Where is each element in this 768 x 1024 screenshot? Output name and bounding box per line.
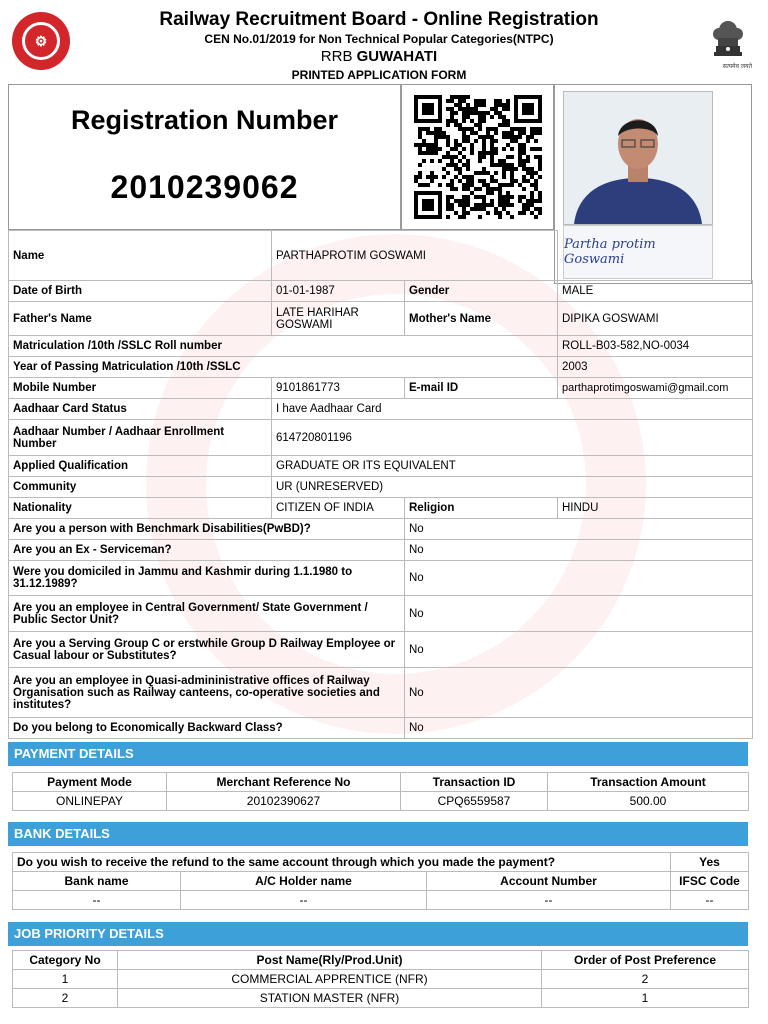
bank-section-header: BANK DETAILS bbox=[8, 822, 748, 846]
application-form bbox=[6, 4, 752, 1024]
mobile-label: Mobile Number bbox=[9, 378, 272, 399]
nationality-value: CITIZEN OF INDIA bbox=[272, 498, 405, 519]
question-label: Are you an employee in Quasi-admininistrative offices of Railway Organisation such as Railway canteens, co-operative societies and institutes? bbox=[9, 668, 405, 718]
job-priority-table bbox=[12, 950, 749, 1008]
payment-mode: ONLINEPAY bbox=[13, 792, 167, 811]
matric-roll-label: Matriculation /10th /SSLC Roll number bbox=[9, 336, 558, 357]
candidate-signature: Partha protim Goswami bbox=[563, 225, 713, 279]
job-header-cell: Post Name(Rly/Prod.Unit) bbox=[118, 951, 542, 970]
question-label: Are you a person with Benchmark Disabilities(PwBD)? bbox=[9, 519, 405, 540]
national-emblem-icon bbox=[708, 12, 748, 68]
applicant-details-table bbox=[8, 230, 753, 739]
transaction-id: CPQ6559587 bbox=[401, 792, 548, 811]
post-name: COMMERCIAL APPRENTICE (NFR) bbox=[118, 970, 542, 989]
page-title: Railway Recruitment Board - Online Registration bbox=[159, 9, 599, 30]
account-holder: -- bbox=[181, 891, 427, 910]
payment-section-header: PAYMENT DETAILS bbox=[8, 742, 748, 766]
zone-prefix: RRB bbox=[320, 48, 353, 65]
ifsc-code: -- bbox=[671, 891, 749, 910]
community-label: Community bbox=[9, 477, 272, 498]
question-answer: No bbox=[405, 718, 753, 739]
job-priority-section-header: JOB PRIORITY DETAILS bbox=[8, 922, 748, 946]
question-answer: No bbox=[405, 632, 753, 668]
form-title: PRINTED APPLICATION FORM bbox=[291, 68, 467, 82]
bank-table bbox=[12, 852, 749, 910]
transaction-amount: 500.00 bbox=[548, 792, 749, 811]
matric-year-label: Year of Passing Matriculation /10th /SSLC bbox=[9, 357, 558, 378]
qr-code-box bbox=[401, 84, 554, 230]
question-answer: No bbox=[405, 519, 753, 540]
payment-header-cell: Payment Mode bbox=[13, 773, 167, 792]
post-name: STATION MASTER (NFR) bbox=[118, 989, 542, 1008]
aadhaar-number-label: Aadhaar Number / Aadhaar Enrollment Number bbox=[9, 420, 272, 456]
name-label: Name bbox=[9, 231, 272, 281]
question-answer: No bbox=[405, 561, 753, 596]
qr-code bbox=[414, 95, 542, 219]
form-header bbox=[6, 4, 752, 84]
job-header-cell: Order of Post Preference bbox=[542, 951, 749, 970]
question-answer: No bbox=[405, 540, 753, 561]
table-row bbox=[13, 989, 749, 1008]
category-no: 2 bbox=[13, 989, 118, 1008]
category-no: 1 bbox=[13, 970, 118, 989]
question-label: Were you domiciled in Jammu and Kashmir during 1.1.1980 to 31.12.1989? bbox=[9, 561, 405, 596]
question-label: Are you an employee in Central Government/ State Government / Public Sector Unit? bbox=[9, 596, 405, 632]
candidate-photo bbox=[563, 91, 713, 225]
post-preference: 1 bbox=[542, 989, 749, 1008]
bank-header-cell: IFSC Code bbox=[671, 872, 749, 891]
dob-value: 01-01-1987 bbox=[272, 281, 405, 302]
payment-table bbox=[12, 772, 749, 811]
account-number: -- bbox=[427, 891, 671, 910]
mobile-value: 9101861773 bbox=[272, 378, 405, 399]
zone-name: GUWAHATI bbox=[356, 48, 438, 65]
rrb-zone bbox=[6, 48, 752, 65]
matric-year-value: 2003 bbox=[558, 357, 753, 378]
gender-value: MALE bbox=[558, 281, 753, 302]
registration-number: 2010239062 bbox=[110, 169, 299, 205]
name-value: PARTHAPROTIM GOSWAMI bbox=[272, 231, 558, 281]
merchant-reference: 20102390627 bbox=[167, 792, 401, 811]
father-value: LATE HARIHAR GOSWAMI bbox=[272, 302, 405, 336]
aadhaar-status-value: I have Aadhaar Card bbox=[272, 399, 753, 420]
religion-label: Religion bbox=[405, 498, 558, 519]
question-label: Do you belong to Economically Backward Class? bbox=[9, 718, 405, 739]
matric-roll-value: ROLL-B03-582,NO-0034 bbox=[558, 336, 753, 357]
email-label: E-mail ID bbox=[405, 378, 558, 399]
nationality-label: Nationality bbox=[9, 498, 272, 519]
gender-label: Gender bbox=[405, 281, 558, 302]
payment-header-cell: Merchant Reference No bbox=[167, 773, 401, 792]
religion-value: HINDU bbox=[558, 498, 753, 519]
qualification-value: GRADUATE OR ITS EQUIVALENT bbox=[272, 456, 753, 477]
bank-name: -- bbox=[13, 891, 181, 910]
refund-answer: Yes bbox=[671, 853, 749, 872]
railway-logo-icon: ⚙ bbox=[12, 12, 70, 70]
bank-header-cell: Bank name bbox=[13, 872, 181, 891]
bank-header-cell: Account Number bbox=[427, 872, 671, 891]
aadhaar-status-label: Aadhaar Card Status bbox=[9, 399, 272, 420]
dob-label: Date of Birth bbox=[9, 281, 272, 302]
registration-box bbox=[8, 84, 401, 230]
refund-question: Do you wish to receive the refund to the same account through which you made the payment? bbox=[13, 853, 671, 872]
qualification-label: Applied Qualification bbox=[9, 456, 272, 477]
payment-header-cell: Transaction Amount bbox=[548, 773, 749, 792]
question-label: Are you a Serving Group C or erstwhile Group D Railway Employee or Casual labour or Substitutes? bbox=[9, 632, 405, 668]
post-preference: 2 bbox=[542, 970, 749, 989]
emblem-caption: सत्यमेव जयते bbox=[722, 64, 752, 70]
aadhaar-number-value: 614720801196 bbox=[272, 420, 753, 456]
payment-header-cell: Transaction ID bbox=[401, 773, 548, 792]
table-row bbox=[13, 970, 749, 989]
job-header-cell: Category No bbox=[13, 951, 118, 970]
question-answer: No bbox=[405, 596, 753, 632]
question-label: Are you an Ex - Serviceman? bbox=[9, 540, 405, 561]
email-value: parthaprotimgoswami@gmail.com bbox=[558, 378, 753, 399]
bank-header-cell: A/C Holder name bbox=[181, 872, 427, 891]
father-label: Father's Name bbox=[9, 302, 272, 336]
cen-subtitle: CEN No.01/2019 for Non Technical Popular Categories(NTPC) bbox=[204, 32, 554, 46]
community-value: UR (UNRESERVED) bbox=[272, 477, 753, 498]
mother-label: Mother's Name bbox=[405, 302, 558, 336]
mother-value: DIPIKA GOSWAMI bbox=[558, 302, 753, 336]
registration-label: Registration Number bbox=[70, 105, 339, 135]
question-answer: No bbox=[405, 668, 753, 718]
